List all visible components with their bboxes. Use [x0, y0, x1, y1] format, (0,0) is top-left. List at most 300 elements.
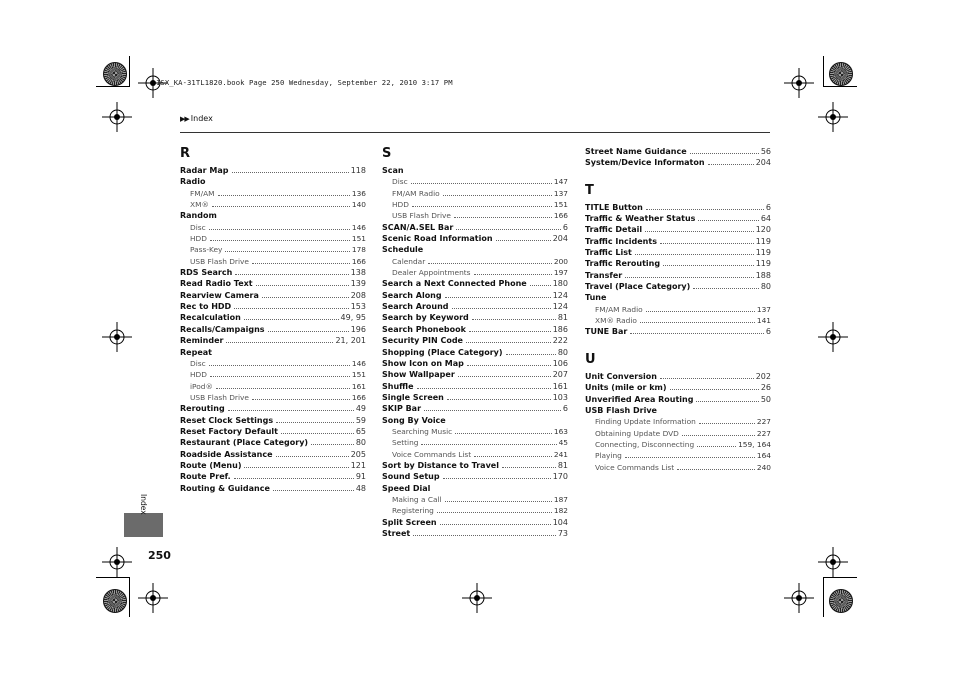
entry-label: Traffic & Weather Status [585, 214, 696, 224]
dot-leader [635, 254, 754, 255]
entry-page-ref[interactable]: 26 [760, 383, 771, 393]
entry-page-ref[interactable]: 153 [350, 302, 366, 312]
index-subentry[interactable] [382, 494, 568, 505]
dot-leader [456, 229, 561, 230]
entry-page-ref[interactable]: 227 [756, 417, 771, 427]
index-entry[interactable] [382, 403, 568, 414]
index-subentry[interactable] [382, 199, 568, 210]
index-subentry[interactable] [180, 188, 366, 199]
index-entry[interactable] [382, 471, 568, 482]
dot-leader [502, 467, 556, 468]
dot-leader [440, 524, 551, 525]
entry-label: Tune [585, 293, 607, 303]
entry-label: Connecting, Disconnecting [595, 439, 695, 449]
index-entry[interactable] [585, 281, 771, 292]
dot-leader [466, 342, 551, 343]
entry-page-ref[interactable]: 207 [552, 370, 568, 380]
index-entry[interactable] [180, 210, 366, 221]
index-entry[interactable] [382, 290, 568, 301]
breadcrumb[interactable] [180, 114, 213, 123]
color-rosette-icon [829, 589, 853, 613]
index-entry[interactable] [585, 157, 771, 168]
index-entry[interactable] [585, 405, 771, 416]
dot-leader [268, 331, 349, 332]
index-subentry[interactable] [585, 304, 771, 315]
entry-label: USB Flash Drive [585, 405, 657, 415]
entry-label: Search Along [382, 290, 442, 300]
dot-leader [417, 388, 551, 389]
dot-leader [232, 172, 349, 173]
entry-label: Sound Setup [382, 472, 440, 482]
index-subentry[interactable] [382, 210, 568, 221]
dot-leader [256, 285, 349, 286]
index-subentry[interactable] [382, 256, 568, 267]
entry-label: Disc [392, 177, 408, 187]
entry-page-ref[interactable]: 151 [351, 370, 366, 380]
entry-label: Show Icon on Map [382, 358, 464, 368]
index-entry[interactable] [585, 326, 771, 337]
entry-label: TITLE Button [585, 202, 643, 212]
entry-label: Calendar [392, 256, 426, 266]
entry-label: Registering [392, 506, 434, 516]
index-entry[interactable] [382, 347, 568, 358]
crop-line [129, 56, 130, 86]
index-entry[interactable] [180, 312, 366, 323]
entry-label: Units (mile or km) [585, 383, 667, 393]
entry-label: Recalculation [180, 313, 241, 323]
index-entry[interactable] [180, 290, 366, 301]
dot-leader [445, 297, 551, 298]
entry-page-ref[interactable]: 45 [558, 438, 568, 448]
entry-page-ref[interactable]: 6 [765, 202, 771, 212]
crop-line [823, 56, 824, 86]
index-entry[interactable] [382, 324, 568, 335]
index-entry[interactable] [585, 371, 771, 382]
entry-page-ref[interactable]: 161 [552, 381, 568, 391]
index-entry[interactable] [180, 415, 366, 426]
dot-leader [210, 376, 350, 377]
registration-mark-icon [818, 547, 848, 577]
entry-page-ref[interactable]: 164 [756, 451, 771, 461]
entry-page-ref[interactable]: 119 [755, 248, 771, 258]
dot-leader [209, 365, 350, 366]
index-column-2 [382, 146, 568, 539]
entry-label: Reset Clock Settings [180, 415, 274, 425]
entry-page-ref[interactable]: 124 [552, 290, 568, 300]
dot-leader [244, 467, 348, 468]
entry-page-ref[interactable]: 136 [351, 188, 366, 198]
registration-mark-icon [784, 68, 814, 98]
entry-page-ref[interactable]: 49 [355, 404, 366, 414]
dot-leader [447, 399, 551, 400]
entry-label: Traffic Detail [585, 225, 643, 235]
entry-page-ref[interactable]: 166 [351, 256, 366, 266]
entry-page-ref[interactable]: 197 [553, 268, 568, 278]
entry-page-ref[interactable]: 161 [351, 381, 366, 391]
index-entry[interactable] [180, 483, 366, 494]
entry-page-ref[interactable]: 151 [553, 200, 568, 210]
entry-page-ref[interactable]: 64 [760, 214, 771, 224]
entry-page-ref[interactable]: 103 [552, 392, 568, 402]
entry-label: Shopping (Place Category) [382, 347, 503, 357]
entry-label: iPod® [190, 381, 213, 391]
index-entry[interactable] [382, 165, 568, 176]
entry-page-ref[interactable]: 6 [765, 327, 771, 337]
index-entry[interactable] [585, 146, 771, 157]
entry-label: Search by Keyword [382, 313, 469, 323]
index-entry[interactable] [585, 224, 771, 235]
index-subentry[interactable] [585, 439, 771, 450]
dot-leader [506, 354, 556, 355]
index-subentry[interactable] [180, 256, 366, 267]
entry-label: Show Wallpaper [382, 370, 455, 380]
entry-page-ref[interactable]: 204 [552, 234, 568, 244]
entry-label: USB Flash Drive [190, 256, 249, 266]
entry-page-ref[interactable]: 240 [756, 462, 771, 472]
dot-leader [428, 263, 552, 264]
entry-label: Reset Factory Default [180, 426, 278, 436]
entry-page-ref[interactable]: 104 [552, 517, 568, 527]
entry-page-ref[interactable]: 65 [355, 426, 366, 436]
index-subentry[interactable] [180, 199, 366, 210]
entry-page-ref[interactable]: 48 [355, 483, 366, 493]
entry-label: Search Phonebook [382, 324, 466, 334]
dot-leader [640, 322, 755, 323]
index-entry[interactable] [382, 483, 568, 494]
registration-mark-icon [138, 583, 168, 613]
entry-label: Repeat [180, 347, 212, 357]
entry-label: Pass-Key [190, 245, 223, 255]
section-letter: U [585, 351, 596, 367]
index-subentry[interactable] [180, 233, 366, 244]
index-subentry[interactable] [585, 315, 771, 326]
crop-line [823, 577, 857, 578]
entry-page-ref[interactable]: 200 [553, 256, 568, 266]
entry-page-ref[interactable]: 124 [552, 302, 568, 312]
index-entry[interactable] [382, 369, 568, 380]
entry-label: HDD [190, 234, 207, 244]
dot-leader [276, 456, 349, 457]
entry-page-ref[interactable]: 118 [350, 166, 366, 175]
index-entry[interactable] [585, 382, 771, 393]
dot-leader [225, 251, 349, 252]
entry-page-ref[interactable]: 204 [755, 158, 771, 168]
index-entry[interactable] [180, 437, 366, 448]
entry-label: RDS Search [180, 268, 233, 278]
entry-label: Restaurant (Place Category) [180, 438, 309, 448]
index-subentry[interactable] [585, 450, 771, 461]
index-entry[interactable] [382, 301, 568, 312]
entry-label: Travel (Place Category) [585, 282, 691, 292]
index-entry[interactable] [585, 236, 771, 247]
entry-page-ref[interactable]: 6 [562, 222, 568, 232]
index-subentry[interactable] [180, 244, 366, 255]
double-arrow-icon: ▶▶ [180, 115, 189, 123]
entry-page-ref[interactable]: 106 [552, 358, 568, 368]
entry-label: Random [180, 211, 217, 221]
color-rosette-icon [829, 62, 853, 86]
index-entry[interactable] [585, 202, 771, 213]
entry-label: HDD [190, 370, 207, 380]
index-entry[interactable] [585, 270, 771, 281]
section-gap [585, 169, 771, 183]
entry-page-ref[interactable]: 241 [553, 449, 568, 459]
index-entry[interactable] [585, 258, 771, 269]
index-entry[interactable] [180, 449, 366, 460]
entry-label: FM/AM Radio [595, 304, 643, 314]
index-entry[interactable] [180, 165, 366, 176]
entry-page-ref[interactable]: 146 [351, 358, 366, 368]
entry-page-ref[interactable]: 147 [553, 177, 568, 187]
entry-page-ref[interactable]: 163 [553, 426, 568, 436]
entry-page-ref[interactable]: 166 [351, 392, 366, 402]
entry-label: USB Flash Drive [392, 211, 451, 221]
index-entry[interactable] [180, 335, 366, 346]
index-entry[interactable] [382, 244, 568, 255]
entry-page-ref[interactable]: 56 [760, 147, 771, 156]
entry-page-ref[interactable]: 166 [553, 211, 568, 221]
index-subentry[interactable] [382, 188, 568, 199]
entry-label: Finding Update Information [595, 417, 696, 427]
dot-leader [645, 231, 754, 232]
entry-label: HDD [392, 200, 409, 210]
entry-page-ref[interactable]: 182 [553, 506, 568, 516]
index-subentry[interactable] [382, 426, 568, 437]
entry-label: Traffic Rerouting [585, 259, 661, 269]
entry-label: Radio [180, 177, 206, 187]
entry-page-ref[interactable]: 137 [756, 304, 771, 314]
entry-label: Traffic Incidents [585, 236, 657, 246]
dot-leader [421, 444, 556, 445]
entry-label: FM/AM Radio [392, 188, 440, 198]
entry-page-ref[interactable]: 170 [552, 472, 568, 482]
entry-page-ref[interactable]: 50 [760, 394, 771, 404]
dot-leader [210, 240, 350, 241]
entry-label: Security PIN Code [382, 336, 463, 346]
dot-leader [212, 206, 350, 207]
entry-page-ref[interactable]: 80 [355, 438, 366, 448]
entry-page-ref[interactable]: 119 [755, 259, 771, 269]
index-entry[interactable] [382, 415, 568, 426]
dot-leader [443, 195, 552, 196]
dot-leader [660, 243, 754, 244]
entry-label: Transfer [585, 270, 623, 280]
crop-line [823, 577, 824, 617]
registration-mark-icon [102, 322, 132, 352]
entry-label: Traffic List [585, 248, 632, 258]
entry-page-ref[interactable]: 178 [351, 245, 366, 255]
dot-leader [412, 206, 552, 207]
entry-page-ref[interactable]: 222 [552, 336, 568, 346]
entry-label: Searching Music [392, 426, 453, 436]
dot-leader [281, 433, 354, 434]
section-letter: R [180, 146, 191, 161]
index-entry[interactable] [382, 381, 568, 392]
dot-leader [663, 265, 754, 266]
entry-page-ref[interactable]: 91 [355, 472, 366, 482]
index-entry[interactable] [180, 347, 366, 358]
entry-page-ref[interactable]: 81 [557, 460, 568, 470]
entry-page-ref[interactable]: 120 [755, 225, 771, 235]
entry-page-ref[interactable]: 73 [557, 529, 568, 538]
dot-leader [458, 376, 551, 377]
section-gap [585, 338, 771, 352]
crop-line [96, 577, 130, 578]
registration-mark-icon [462, 583, 492, 613]
index-entry[interactable] [382, 528, 568, 539]
index-subentry[interactable] [180, 358, 366, 369]
dot-leader [424, 410, 561, 411]
entry-label: FM/AM [190, 188, 215, 198]
entry-page-ref[interactable]: 180 [552, 279, 568, 289]
registration-mark-icon [102, 547, 132, 577]
entry-label: Sort by Distance to Travel [382, 460, 499, 470]
dot-leader [234, 478, 354, 479]
dot-leader [698, 220, 758, 221]
index-entry[interactable] [382, 312, 568, 323]
dot-leader [467, 365, 551, 366]
dot-leader [216, 388, 350, 389]
index-entry[interactable] [382, 222, 568, 233]
entry-page-ref[interactable]: 119 [755, 236, 771, 246]
dot-leader [209, 229, 350, 230]
entry-page-ref[interactable]: 187 [553, 494, 568, 504]
index-subentry[interactable] [180, 381, 366, 392]
index-entry[interactable] [180, 460, 366, 471]
index-entry[interactable] [585, 394, 771, 405]
entry-label: System/Device Informaton [585, 158, 705, 168]
index-entry[interactable] [382, 335, 568, 346]
dot-leader [660, 378, 754, 379]
entry-page-ref[interactable]: 59 [355, 415, 366, 425]
index-entry[interactable] [180, 301, 366, 312]
entry-label: Route Pref. [180, 472, 231, 482]
entry-page-ref[interactable]: 196 [350, 324, 366, 334]
index-entry[interactable] [382, 517, 568, 528]
index-entry[interactable] [180, 278, 366, 289]
index-entry[interactable] [585, 213, 771, 224]
entry-label: Setting [392, 438, 419, 448]
entry-label: Disc [190, 222, 206, 232]
registration-mark-icon [102, 102, 132, 132]
index-entry[interactable] [180, 471, 366, 482]
dot-leader [234, 308, 349, 309]
entry-page-ref[interactable]: 80 [557, 347, 568, 357]
index-entry[interactable] [382, 278, 568, 289]
entry-page-ref[interactable]: 140 [351, 200, 366, 210]
index-entry[interactable] [382, 233, 568, 244]
index-subentry[interactable] [382, 449, 568, 460]
color-rosette-icon [103, 62, 127, 86]
index-subentry[interactable] [585, 428, 771, 439]
entry-page-ref[interactable]: 21, 201 [335, 336, 366, 346]
entry-page-ref[interactable]: 205 [350, 449, 366, 459]
dot-leader [454, 217, 552, 218]
index-subentry[interactable] [180, 222, 366, 233]
entry-label: Route (Menu) [180, 460, 242, 470]
index-entry[interactable] [585, 247, 771, 258]
index-subentry[interactable] [382, 505, 568, 516]
dot-leader [699, 423, 755, 424]
entry-page-ref[interactable]: 6 [562, 404, 568, 414]
dot-leader [530, 285, 551, 286]
entry-page-ref[interactable]: 81 [557, 313, 568, 323]
dot-leader [630, 333, 764, 334]
index-entry[interactable] [180, 267, 366, 278]
entry-label: Radar Map [180, 166, 229, 175]
entry-page-ref[interactable]: 49, 95 [340, 313, 366, 323]
index-entry[interactable] [382, 358, 568, 369]
dot-leader [445, 501, 552, 502]
entry-page-ref[interactable]: 202 [755, 371, 771, 381]
side-label: Index [139, 494, 148, 515]
entry-page-ref[interactable]: 138 [350, 268, 366, 278]
index-entry[interactable] [180, 324, 366, 335]
index-subentry[interactable] [180, 392, 366, 403]
dot-leader [411, 183, 552, 184]
dot-leader [235, 274, 348, 275]
entry-label: Playing [595, 451, 622, 461]
dot-leader [443, 478, 551, 479]
entry-page-ref[interactable]: 159, 164 [738, 439, 771, 449]
dot-leader [413, 535, 556, 536]
index-entry[interactable] [382, 392, 568, 403]
index-entry[interactable] [180, 403, 366, 414]
entry-label: Routing & Guidance [180, 483, 270, 493]
dot-leader [646, 311, 755, 312]
index-subentry[interactable] [585, 462, 771, 473]
entry-label: Street [382, 529, 411, 538]
dot-leader [697, 446, 736, 447]
entry-label: Read Radio Text [180, 279, 253, 289]
index-side-tab [124, 513, 163, 537]
index-subentry[interactable] [382, 437, 568, 448]
index-subentry[interactable] [382, 267, 568, 278]
dot-leader [455, 433, 552, 434]
dot-leader [693, 288, 759, 289]
index-entry[interactable] [585, 292, 771, 303]
entry-page-ref[interactable]: 227 [756, 428, 771, 438]
entry-page-ref[interactable]: 139 [350, 279, 366, 289]
entry-page-ref[interactable]: 208 [350, 290, 366, 300]
dot-leader [226, 342, 333, 343]
entry-page-ref[interactable]: 151 [351, 234, 366, 244]
entry-page-ref[interactable]: 121 [350, 460, 366, 470]
crop-line [823, 86, 857, 87]
index-subentry[interactable] [585, 416, 771, 427]
entry-page-ref[interactable]: 188 [755, 270, 771, 280]
index-subentry[interactable] [382, 176, 568, 187]
page-number: 250 [148, 549, 171, 562]
index-entry[interactable] [180, 176, 366, 187]
index-entry[interactable] [180, 426, 366, 437]
dot-leader [228, 410, 354, 411]
entry-label: Rearview Camera [180, 290, 259, 300]
dot-leader [252, 263, 350, 264]
dot-leader [474, 274, 552, 275]
entry-page-ref[interactable]: 146 [351, 222, 366, 232]
entry-label: Voice Commands List [595, 462, 675, 472]
index-entry[interactable] [382, 460, 568, 471]
crop-line [129, 577, 130, 617]
entry-label: Search a Next Connected Phone [382, 279, 527, 289]
entry-page-ref[interactable]: 137 [553, 188, 568, 198]
entry-page-ref[interactable]: 141 [756, 316, 771, 326]
entry-page-ref[interactable]: 80 [760, 282, 771, 292]
entry-label: Schedule [382, 245, 424, 255]
entry-page-ref[interactable]: 186 [552, 324, 568, 334]
index-subentry[interactable] [180, 369, 366, 380]
